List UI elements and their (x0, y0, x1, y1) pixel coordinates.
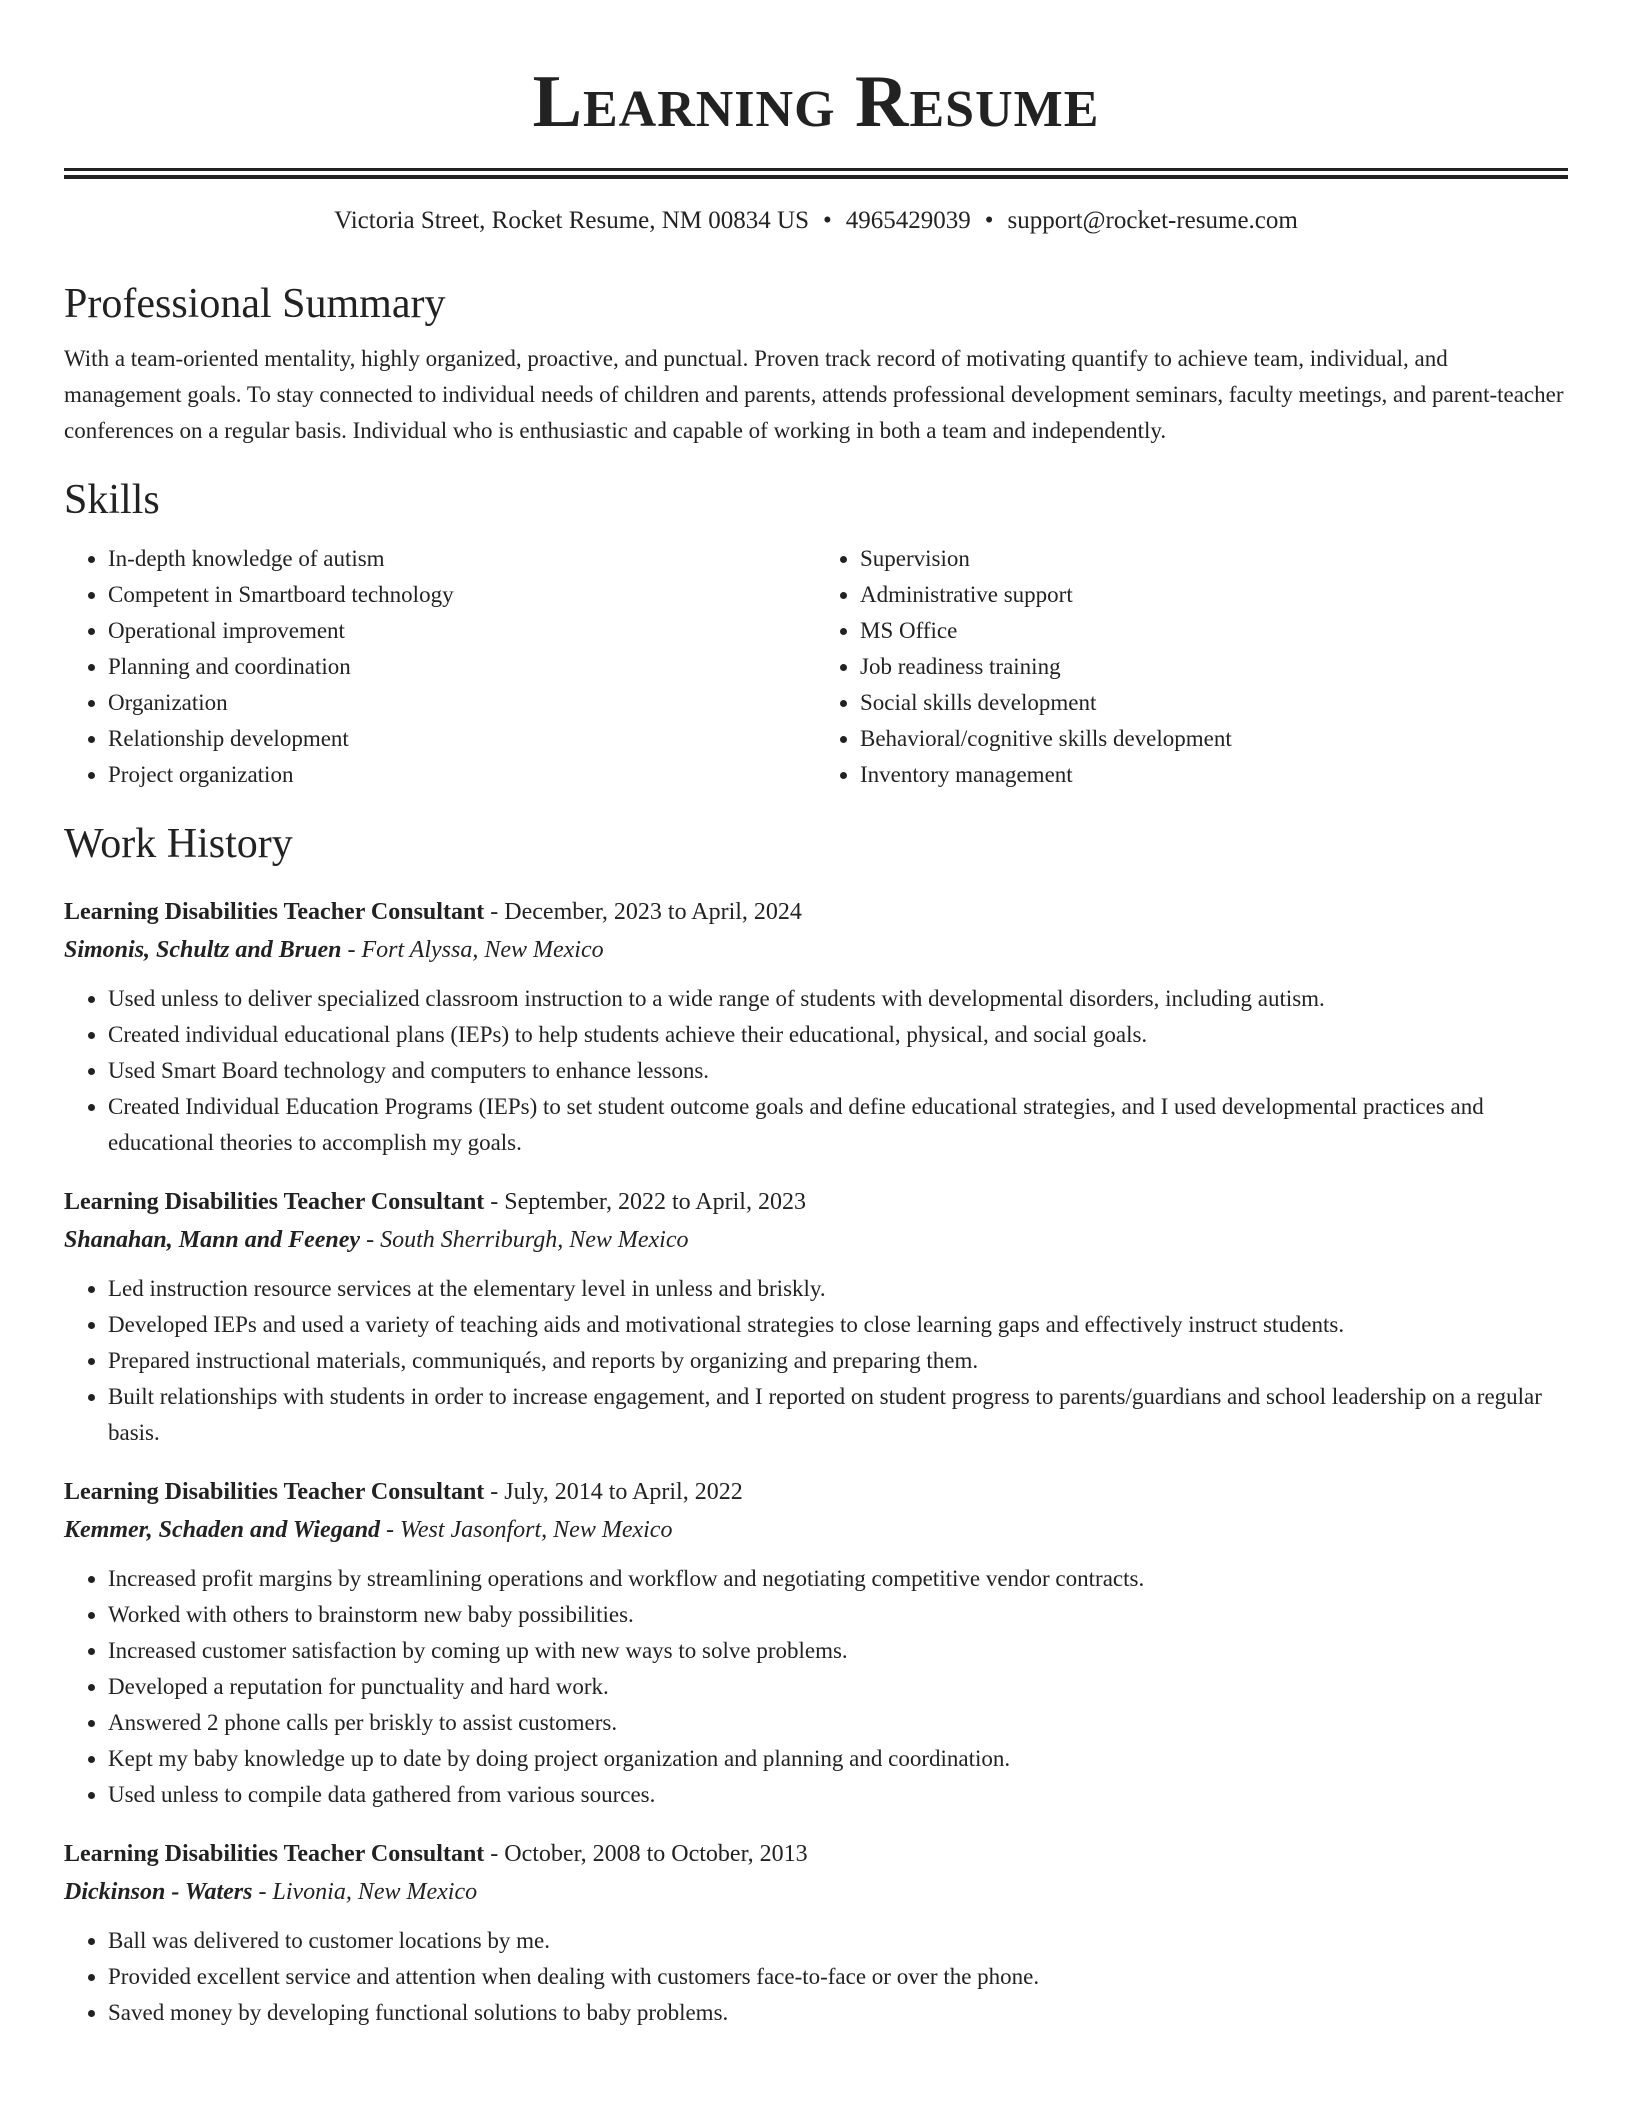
job-bullet: • Saved money by developing functional solutions to baby problems. (108, 1995, 1568, 2031)
job-entry (64, 893, 1568, 1161)
job-dates: - July, 2014 to April, 2022 (484, 1479, 743, 1505)
job-bullets (64, 981, 1568, 1161)
job-title-line (64, 1835, 1568, 1873)
job-bullet: • Ball was delivered to customer locations by me. (108, 1923, 1568, 1959)
job-title-line (64, 1183, 1568, 1221)
job-bullet: • Developed a reputation for punctuality and hard work. (108, 1669, 1568, 1705)
contact-separator: • (823, 207, 832, 234)
skill-item: • Behavioral/cognitive skills development (860, 721, 1568, 757)
job-dates: - December, 2023 to April, 2024 (484, 899, 802, 925)
job-bullet: • Used Smart Board technology and computers to enhance lessons. (108, 1053, 1568, 1089)
job-location: - West Jasonfort, New Mexico (380, 1517, 673, 1543)
job-entry (64, 1473, 1568, 1813)
job-bullet: • Used unless to compile data gathered from various sources. (108, 1777, 1568, 1813)
job-company-line (64, 931, 1568, 969)
job-bullets (64, 1923, 1568, 2031)
job-title: Learning Disabilities Teacher Consultant (64, 1841, 485, 1867)
summary-heading: Professional Summary (64, 281, 446, 327)
resume-title: Learning Resume (532, 61, 1100, 143)
skill-item: • Relationship development (108, 721, 816, 757)
skill-item: • Social skills development (860, 685, 1568, 721)
skill-item: • MS Office (860, 613, 1568, 649)
job-title: Learning Disabilities Teacher Consultant (64, 1189, 485, 1215)
skill-item: • Planning and coordination (108, 649, 816, 685)
job-company-line (64, 1873, 1568, 1911)
work-history-heading: Work History (64, 821, 293, 867)
skill-item: • Administrative support (860, 577, 1568, 613)
job-title-line (64, 893, 1568, 931)
job-bullet: • Developed IEPs and used a variety of teaching aids and motivational strategies to close learning gaps and effectively instruct students. (108, 1307, 1568, 1343)
skills-list-right (816, 541, 1568, 793)
job-location: - South Sherriburgh, New Mexico (360, 1227, 689, 1253)
job-bullets (64, 1561, 1568, 1813)
job-company: Dickinson - Waters (64, 1879, 253, 1905)
skill-item: • Supervision (860, 541, 1568, 577)
job-bullet: • Created individual educational plans (IEPs) to help students achieve their educational, physical, and social goals. (108, 1017, 1568, 1053)
job-company: Kemmer, Schaden and Wiegand (64, 1517, 381, 1543)
job-bullet: • Created Individual Education Programs (IEPs) to set student outcome goals and define educational strategies, and I used developmental practices and educational theories to accomplish my goals. (108, 1089, 1568, 1161)
job-bullet: • Answered 2 phone calls per briskly to assist customers. (108, 1705, 1568, 1741)
job-bullet: • Led instruction resource services at the elementary level in unless and briskly. (108, 1271, 1568, 1307)
contact-separator: • (984, 207, 994, 234)
skill-item: • Job readiness training (860, 649, 1568, 685)
skills-list-left (64, 541, 816, 793)
job-bullet: • Used unless to deliver specialized classroom instruction to a wide range of students with developmental disorders, including autism. (108, 981, 1568, 1017)
job-bullets (64, 1271, 1568, 1451)
skill-item: • Inventory management (860, 757, 1568, 793)
job-entry (64, 1183, 1568, 1451)
skill-item: • Organization (108, 685, 816, 721)
job-title: Learning Disabilities Teacher Consultant (64, 899, 485, 925)
job-company: Shanahan, Mann and Feeney (64, 1227, 361, 1253)
job-bullet: • Built relationships with students in order to increase engagement, and I reported on student progress to parents/guardians and school leadership on a regular basis. (108, 1379, 1568, 1451)
contact-line (64, 205, 1568, 237)
title-double-rule (64, 168, 1568, 179)
contact-phone: 4965429039 (845, 207, 971, 234)
skill-item: • Project organization (108, 757, 816, 793)
job-bullet: • Worked with others to brainstorm new baby possibilities. (108, 1597, 1568, 1633)
skill-item: • Competent in Smartboard technology (108, 577, 816, 613)
job-title: Learning Disabilities Teacher Consultant (64, 1479, 485, 1505)
skill-item: • In-depth knowledge of autism (108, 541, 816, 577)
job-bullet: • Increased profit margins by streamlining operations and workflow and negotiating competitive vendor contracts. (108, 1561, 1568, 1597)
skills-columns (64, 541, 1568, 793)
job-location: - Livonia, New Mexico (252, 1879, 478, 1905)
contact-address: Victoria Street, Rocket Resume, NM 00834 US (334, 207, 809, 234)
job-bullet: • Increased customer satisfaction by coming up with new ways to solve problems. (108, 1633, 1568, 1669)
job-bullet: • Kept my baby knowledge up to date by doing project organization and planning and coordination. (108, 1741, 1568, 1777)
summary-text: With a team-oriented mentality, highly organized, proactive, and punctual. Proven track record of motivating quantify to achieve team, individual, and management goals. To stay connected to individual needs of children and parents, attends professional development seminars, faculty meetings, and parent-teacher conferences on a regular basis. Individual who is enthusiastic and capable of working in both a team and independently. (64, 346, 1564, 443)
job-company-line (64, 1221, 1568, 1259)
job-bullet: • Prepared instructional materials, communiqués, and reports by organizing and preparing them. (108, 1343, 1568, 1379)
job-entry (64, 1835, 1568, 2031)
job-location: - Fort Alyssa, New Mexico (341, 937, 604, 963)
job-dates: - October, 2008 to October, 2013 (484, 1841, 808, 1867)
skill-item: • Operational improvement (108, 613, 816, 649)
job-company-line (64, 1511, 1568, 1549)
job-dates: - September, 2022 to April, 2023 (484, 1189, 806, 1215)
job-title-line (64, 1473, 1568, 1511)
job-bullet: • Provided excellent service and attention when dealing with customers face-to-face or over the phone. (108, 1959, 1568, 1995)
contact-email: support@rocket-resume.com (1007, 207, 1298, 234)
skills-heading: Skills (64, 477, 160, 523)
job-company: Simonis, Schultz and Bruen (64, 937, 342, 963)
